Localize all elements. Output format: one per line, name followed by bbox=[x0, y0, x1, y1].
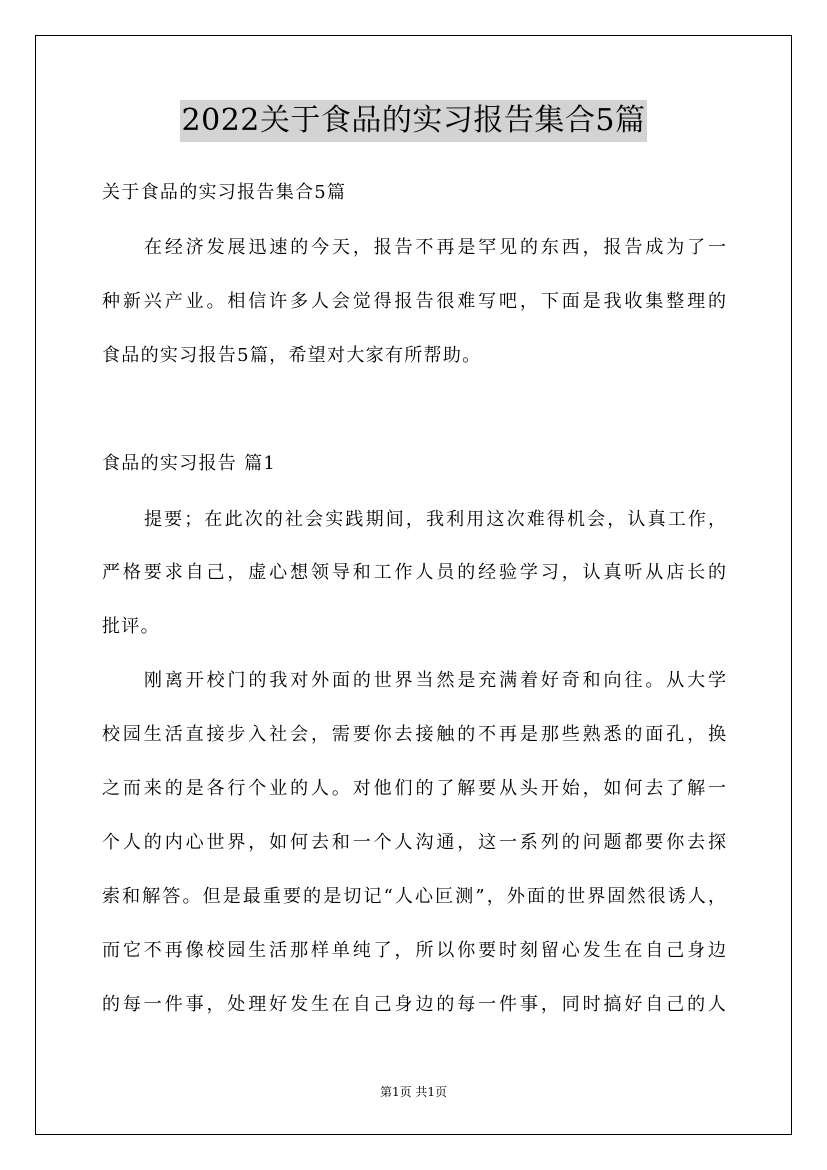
body-line-4: 个人的内心世界，如何去和一个人沟通，这一系列的问题都要你去探 bbox=[102, 832, 726, 853]
abstract-line-3: 批评。 bbox=[102, 616, 160, 637]
intro-line-2: 种新兴产业。相信许多人会觉得报告很难写吧，下面是我收集整理的 bbox=[102, 291, 726, 312]
document-subtitle: 关于食品的实习报告集合5篇 bbox=[102, 182, 347, 203]
page-footer bbox=[0, 1084, 827, 1100]
abstract-line-1: 提要；在此次的社会实践期间，我利用这次难得机会，认真工作， bbox=[144, 509, 726, 530]
intro-line-3: 食品的实习报告5篇，希望对大家有所帮助。 bbox=[102, 345, 482, 366]
title-container bbox=[0, 100, 827, 142]
intro-line-1: 在经济发展迅速的今天，报告不再是罕见的东西，报告成为了一 bbox=[144, 237, 726, 258]
body-line-2: 校园生活直接步入社会，需要你去接触的不再是那些熟悉的面孔，换 bbox=[102, 724, 726, 745]
abstract-line-2: 严格要求自己，虚心想领导和工作人员的经验学习，认真听从店长的 bbox=[102, 562, 726, 583]
body-line-5: 索和解答。但是最重要的是切记“人心叵测”，外面的世界固然很诱人， bbox=[102, 886, 726, 907]
page-number-label: 第1页 共1页 bbox=[379, 1085, 448, 1099]
body-line-6: 而它不再像校园生活那样单纯了，所以你要时刻留心发生在自己身边 bbox=[102, 940, 726, 961]
body-line-3: 之而来的是各行个业的人。对他们的了解要从头开始，如何去了解一 bbox=[102, 778, 726, 799]
body-line-7: 的每一件事，处理好发生在自己身边的每一件事，同时搞好自己的人 bbox=[102, 994, 726, 1015]
body-line-1: 刚离开校门的我对外面的世界当然是充满着好奇和向往。从大学 bbox=[144, 670, 726, 691]
document-title: 2022关于食品的实习报告集合5篇 bbox=[180, 100, 648, 142]
section-heading: 食品的实习报告 篇1 bbox=[102, 453, 277, 474]
